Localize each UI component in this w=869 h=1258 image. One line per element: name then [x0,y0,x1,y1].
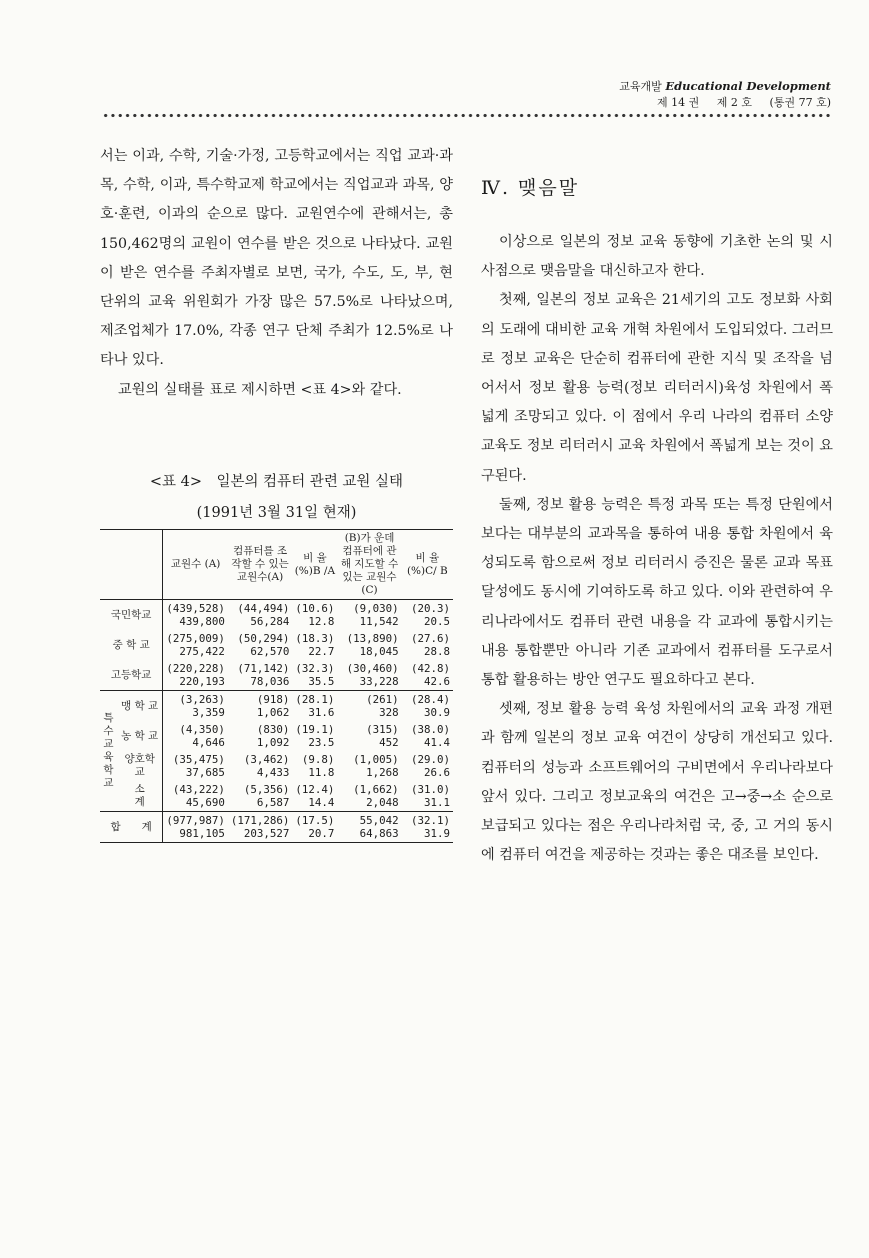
header-cell: 교원수 (A) [163,530,228,600]
journal-header [571,78,831,111]
cell: (261) 328 [337,691,401,722]
cell: (20.3) 20.5 [410,602,450,628]
table-row [100,781,453,812]
row-label: 농 학 교 [117,721,163,751]
cell: (30,460) 33,228 [346,662,399,688]
paragraph: 셋째, 정보 활용 능력 육성 차원에서의 교육 과정 개편과 함께 일본의 정보 교육 여건이 상당히 개선되고 있다. 컴퓨터의 성능과 소프트웨어의 구비면에서 우리나라보다 앞서 있다. 그리고 정보교육의 여건은 고→중→소 순으로 보급되고 있다는 점은 우리나라처럼 국, 중, 고 거의 동시에 컴퓨터 여건을 제공하는 것과는 좋은 대조를 보인다. [481,701,833,864]
number: 제 2 호 [716,96,753,109]
right-column [481,170,833,870]
paragraph: 서는 이과, 수학, 기술·가정, 고등학교에서는 직업 교과·과목, 수학, 이과, 특수학교제 학교에서는 직업교과 과목, 양호·훈련, 이과의 순으로 많다. 교원연수에 관해서는, 총 150,462명의 교원이 연수를 받은 것으로 나타났다. 교원이 받은 연수를 주최자별로 보면, 국가, 수도, 도, 부, 현 단위의 교육 위원회가 가장 많은 57.5%로 나타났으며, 제조업체가 17.0%, 각종 연구 단체 주최가 12.5%로 나타나 있다. [100,148,453,369]
cell: (42.8) 42.6 [410,662,450,688]
table-total-row [100,812,453,843]
cell: (9,030) 11,542 [353,602,399,628]
section-title: Ⅳ. 맺음말 [481,177,580,199]
special-group-label: 특수교육학교 [100,691,117,812]
cell: (9.8) 11.8 [301,753,335,779]
header-cell: 비 율 (%)C/ B [402,530,453,600]
cell: (5,356) 6,587 [243,783,290,809]
cell: (3,462) 4,433 [243,753,290,779]
cell: (27.6) 28.8 [410,632,450,658]
cell: (28.4) 30.9 [402,691,453,722]
paragraph: 교원의 실태를 표로 제시하면 <표 4>와 같다. [118,381,402,398]
cell: (31.0) 31.1 [410,783,450,809]
cell: (32.1) 31.9 [402,812,453,843]
cell: (38.0) 41.4 [410,723,450,749]
cell: (13,890) 18,045 [346,632,399,658]
cell: (12.4) 14.4 [295,783,335,809]
cell: (918) 1,062 [228,691,293,722]
cell: (18.3) 22.7 [295,632,335,658]
cell: (1,005) 1,268 [353,753,399,779]
cell: (71,142) 78,036 [237,662,290,688]
table-row [100,630,453,660]
cell: (1,662) 2,048 [353,783,399,809]
paragraph: 둘째, 정보 활용 능력은 특정 과목 또는 특정 단원에서보다는 대부분의 교과목을 통하여 내용 통합 차원에서 육성되도록 함으로써 정보 리터러시 증진은 물론 교과 목표 달성에도 동시에 기여하도록 하고 있다. 이와 관련하여 우리나라에서도 컴퓨터 관련 내용을 각 교과에 통합시키는 내용 통합뿐만 아니라 기존 교과에서 컴퓨터를 도구로서 통합 활용하는 방안 연구도 필요하다고 본다. [481,496,833,689]
table-row [100,721,453,751]
cell: (35,475) 37,685 [172,753,225,779]
cell: (10.6) 12.8 [295,602,335,628]
row-label: 합 계 [100,812,163,843]
cell: (315) 452 [366,723,399,749]
paragraph: 첫째, 일본의 정보 교육은 21세기의 고도 정보화 사회의 도래에 대비한 교육 개혁 차원에서 도입되었다. 그러므로 정보 교육은 단순히 컴퓨터에 관한 지식 및 조작을 넘어서서 정보 활용 능력(정보 리터러시)육성 차원에서 폭넓게 조망되고 있다. 이 점에서 우리 나라의 컴퓨터 소양 교육도 정보 리터러시 교육 차원에서 폭넓게 보는 것이 요구된다. [481,292,833,484]
header-cell: 컴퓨터를 조작할 수 있는 교원수(A) [228,530,293,600]
cell: (3,263) 3,359 [163,691,228,722]
row-label: 소 계 [117,781,163,812]
table-row [100,691,453,722]
cell: (275,009) 275,422 [166,632,225,658]
table-row [100,660,453,691]
table-subtitle: (1991년 3월 31일 현재) [196,505,357,521]
left-column [100,142,453,405]
dotted-rule [102,113,832,118]
cell: (171,286) 203,527 [228,812,293,843]
cell: (977,987) 981,105 [163,812,228,843]
cell: (29.0) 26.6 [410,753,450,779]
header-cell [100,530,163,600]
table-caption [100,467,453,529]
cell: (44,494) 56,284 [237,602,290,628]
cell: (17.5) 20.7 [292,812,337,843]
journal-name-en: Educational Development [665,79,831,93]
volume: 제 14 권 [657,96,700,109]
cell: (28.1) 31.6 [292,691,337,722]
paragraph: 이상으로 일본의 정보 교육 동향에 기초한 논의 및 시사점으로 맺음말을 대신하고자 한다. [481,234,833,280]
cell: (830) 1,092 [256,723,290,749]
journal-name [571,78,831,95]
row-label: 중 학 교 [100,630,163,660]
cell: (4,350) 4,646 [179,723,225,749]
cell: (50,294) 62,570 [237,632,290,658]
issue-info [571,95,831,111]
journal-name-kr: 교육개발 [619,80,662,93]
cell: 55,042 64,863 [337,812,401,843]
cell: (220,228) 220,193 [166,662,225,688]
table-row [100,600,453,631]
serial: (통권 77 호) [769,96,831,109]
data-table [100,529,453,843]
row-label: 양호학교 [117,751,163,781]
table-row [100,751,453,781]
table-title: <표 4> 일본의 컴퓨터 관련 교원 실태 [149,474,404,490]
header-cell: (B)가 운데 컴퓨터에 관해 지도할 수 있는 교원수(C) [337,530,401,600]
row-label: 고등학교 [100,660,163,691]
cell: (43,222) 45,690 [172,783,225,809]
header-cell: 비 율 (%)B /A [292,530,337,600]
row-label: 맹 학 교 [117,691,163,722]
table-header-row [100,530,453,600]
cell: (19.1) 23.5 [295,723,335,749]
row-label: 국민학교 [100,600,163,631]
cell: (32.3) 35.5 [295,662,335,688]
cell: (439,528) 439,800 [166,602,225,628]
